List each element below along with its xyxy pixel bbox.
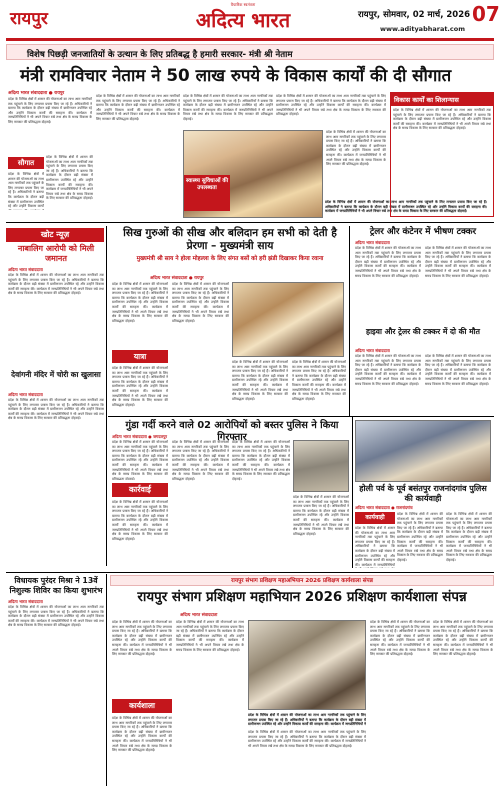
lead-body-col2: प्रदेश के विभिन्न क्षेत्रों में शासन की योजनाओं का लाभ आम नागरिकों तक पहुंचाने के लिए लगातार प्रयास किए जा रहे हैं। अधिकारियों ने बताया कि कार्यक्रम के दौरान बड़ी संख्या में ग्रामीणजन उपस्थित रहे और उन्होंने विकास कार्यों की सराहना की। कार्यक्रम में जनप्रतिनिधियों ने भी अपने विचार रखे तथा क्षेत्र के समग्र विकास के लिए सरकार की प्रतिबद्धता दोहराई। [96, 94, 180, 121]
side-news-body: प्रदेश के विभिन्न क्षेत्रों में शासन की योजनाओं का लाभ आम नागरिकों तक पहुंचाने के लिए लगातार प्रयास किए जा रहे हैं। अधिकारियों ने बताया कि कार्यक्रम के दौरान बड़ी संख्या में ग्रामीणजन उपस्थित रहे और उन्होंने विकास कार्यों की सराहना की। कार्यक्रम में जनप्रतिनिधियों ने भी अपने विचार रखे तथा क्षेत्र के समग्र विकास के लिए सरकार की प्रतिबद्धता दोहराई। [393, 108, 491, 131]
story7-headline: रायपुर संभाग प्रशिक्षण महाभियान 2026 प्रशिक्षण कार्यशाला संपन्न [137, 590, 467, 605]
lead-kicker: विशेष पिछड़ी जनजातियों के उत्थान के लिए प्रतिबद्ध है हमारी सरकार- मंत्री श्री नेताम [27, 50, 293, 60]
lead-byline: अदित्य भारत संवाददाता ● रायपुर [8, 91, 65, 96]
story2-body-1: प्रदेश के विभिन्न क्षेत्रों में शासन की योजनाओं का लाभ आम नागरिकों तक पहुंचाने के लिए लगातार प्रयास किए जा रहे हैं। अधिकारियों ने बताया कि कार्यक्रम के दौरान बड़ी संख्या में ग्रामीणजन उपस्थित रहे और उन्होंने विकास कार्यों की सराहना की। कार्यक्रम में जनप्रतिनिधियों ने भी अपने विचार रखे तथा क्षेत्र के समग्र विकास के लिए सरकार की प्रतिबद्धता दोहराई। [112, 282, 168, 323]
story7-body-2: प्रदेश के विभिन्न क्षेत्रों में शासन की योजनाओं का लाभ आम नागरिकों तक पहुंचाने के लिए लगातार प्रयास किए जा रहे हैं। अधिकारियों ने बताया कि कार्यक्रम के दौरान बड़ी संख्या में ग्रामीणजन उपस्थित रहे और उन्होंने विकास कार्यों की सराहना की। कार्यक्रम में जनप्रतिनिधियों ने भी अपने विचार रखे तथा क्षेत्र के समग्र विकास के लिए सरकार की प्रतिबद्धता दोहराई। [176, 620, 244, 652]
story5-headline: गुंडा गर्दी करने वाले 02 आरोपियों को बस्तर पुलिस ने किया गिरफ्तार [125, 420, 339, 443]
left-body-1: प्रदेश के विभिन्न क्षेत्रों में शासन की योजनाओं का लाभ आम नागरिकों तक पहुंचाने के लिए लगातार प्रयास किए जा रहे हैं। अधिकारियों ने बताया कि कार्यक्रम के दौरान बड़ी संख्या में ग्रामीणजन उपस्थित रहे और उन्होंने विकास कार्यों की सराहना की। कार्यक्रम में जनप्रतिनिधियों ने भी अपने विचार रखे तथा क्षेत्र के समग्र विकास के लिए सरकार की प्रतिबद्धता दोहराई। [8, 273, 104, 296]
story4-body-2: प्रदेश के विभिन्न क्षेत्रों में शासन की योजनाओं का लाभ आम नागरिकों तक पहुंचाने के लिए लगातार प्रयास किए जा रहे हैं। अधिकारियों ने बताया कि कार्यक्रम के दौरान बड़ी संख्या में ग्रामीणजन उपस्थित रहे और उन्होंने विकास कार्यों की सराहना की। कार्यक्रम में जनप्रतिनिधियों ने भी अपने विचार रखे तथा क्षेत्र के समग्र विकास के लिए सरकार की प्रतिबद्धता दोहराई। [446, 512, 492, 562]
city-label: रायपुर [10, 9, 48, 29]
left-byline-2: अदित्य भारत संवाददाता [8, 392, 43, 397]
lead-body-col1c: प्रदेश के विभिन्न क्षेत्रों में शासन की योजनाओं का लाभ आम नागरिकों तक पहुंचाने के लिए लगातार प्रयास किए जा रहे हैं। अधिकारियों ने बताया कि कार्यक्रम के दौरान बड़ी संख्या में ग्रामीणजन उपस्थित रहे और उन्होंने विकास कार्यों [8, 172, 44, 209]
story3-body-1: प्रदेश के विभिन्न क्षेत्रों में शासन की योजनाओं का लाभ आम नागरिकों तक पहुंचाने के लिए लगातार प्रयास किए जा रहे हैं। अधिकारियों ने बताया कि कार्यक्रम के दौरान बड़ी संख्या में ग्रामीणजन उपस्थित रहे और उन्होंने विकास कार्यों की सराहना की। कार्यक्रम में जनप्रतिनिधियों ने भी अपने विचार रखे तथा क्षेत्र के समग्र विकास के लिए सरकार की प्रतिबद्धता दोहराई। [355, 246, 421, 278]
story2-byline: अदित्य भारत संवाददाता ● रायपुर [150, 276, 204, 281]
website[interactable]: www.adityabharat.com [380, 25, 465, 33]
story6-headline: विधायक पुरंदर मिश्रा ने 13वें निशुल्क शिविर का किया शुभारंभ [9, 576, 103, 595]
story2-body-3: प्रदेश के विभिन्न क्षेत्रों में शासन की योजनाओं का लाभ आम नागरिकों तक पहुंचाने के लिए लगातार प्रयास किए जा रहे हैं। अधिकारियों ने बताया कि कार्यक्रम के दौरान बड़ी संख्या में ग्रामीणजन उपस्थित रहे और उन्होंने विकास कार्यों की सराहना की। कार्यक्रम में जनप्रतिनिधियों ने भी अपने विचार रखे तथा क्षेत्र के समग्र विकास के लिए सरकार की प्रतिबद्धता दोहराई। [232, 360, 288, 401]
story3-body-4: प्रदेश के विभिन्न क्षेत्रों में शासन की योजनाओं का लाभ आम नागरिकों तक पहुंचाने के लिए लगातार प्रयास किए जा रहे हैं। अधिकारियों ने बताया कि कार्यक्रम के दौरान बड़ी संख्या में ग्रामीणजन उपस्थित रहे और उन्होंने विकास कार्यों की सराहना की। कार्यक्रम में जनप्रतिनिधियों ने भी अपने विचार रखे तथा क्षेत्र के समग्र विकास के लिए सरकार की प्रतिबद्धता दोहराई। [425, 354, 491, 386]
lead-label-saugat: सौगात [8, 157, 44, 169]
story7-strip [110, 575, 494, 586]
date-line: रायपुर, सोमवार, 02 मार्च, 2026 [358, 10, 471, 20]
story4-body-0: प्रदेश के विभिन्न क्षेत्रों में शासन की योजनाओं का लाभ आम नागरिकों तक पहुंचाने के लिए लगातार प्रयास किए जा रहे हैं। अधिकारियों ने बताया कि कार्यक्रम के दौरान बड़ी संख्या में ग्रामीणजन उपस्थित रहे और उन्होंने विकास कार्यों की सराहना की। कार्यक्रम में जनप्रतिनिधियों [355, 526, 395, 567]
page-number: 07 [472, 2, 500, 26]
lead-headline: मंत्री रामविचार नेताम ने 50 लाख रुपये के विकास कार्यों की दी सौगात [20, 65, 452, 85]
story2-body-1b: प्रदेश के विभिन्न क्षेत्रों में शासन की योजनाओं का लाभ आम नागरिकों तक पहुंचाने के लिए लगातार प्रयास किए जा रहे हैं। अधिकारियों ने बताया कि कार्यक्रम के दौरान बड़ी संख्या में ग्रामीणजन उपस्थित रहे और उन्होंने विकास कार्यों की सराहना की। कार्यक्रम में जनप्रतिनिधियों ने भी अपने विचार रखे तथा क्षेत्र के समग्र विकास के लिए सरकार की प्रतिबद्धता दोहराई। [112, 366, 168, 407]
lead-body-col5: प्रदेश के विभिन्न क्षेत्रों में शासन की योजनाओं का लाभ आम नागरिकों तक पहुंचाने के लिए लगातार प्रयास किए जा रहे हैं। अधिकारियों ने बताया कि कार्यक्रम के दौरान बड़ी संख्या में ग्रामीणजन उपस्थित रहे और उन्होंने विकास कार्यों की सराहना की। कार्यक्रम में जनप्रतिनिधियों ने भी अपने विचार रखे तथा क्षेत्र के समग्र विकास के लिए सरकार की प्रतिबद्धता दोहराई। [326, 130, 386, 167]
left-body-2: प्रदेश के विभिन्न क्षेत्रों में शासन की योजनाओं का लाभ आम नागरिकों तक पहुंचाने के लिए लगातार प्रयास किए जा रहे हैं। अधिकारियों ने बताया कि कार्यक्रम के दौरान बड़ी संख्या में ग्रामीणजन उपस्थित रहे और उन्होंने विकास कार्यों की सराहना की। कार्यक्रम में जनप्रतिनिधियों ने भी अपने विचार रखे तथा क्षेत्र के समग्र विकास के लिए सरकार की प्रतिबद्धता दोहराई। [8, 398, 104, 421]
story4-label: कार्यवाही [355, 512, 395, 524]
section-rule-2 [108, 416, 494, 417]
story7-body-4: प्रदेश के विभिन्न क्षेत्रों में शासन की योजनाओं का लाभ आम नागरिकों तक पहुंचाने के लिए लगातार प्रयास किए जा रहे हैं। अधिकारियों ने बताया कि कार्यक्रम के दौरान बड़ी संख्या में ग्रामीणजन उपस्थित रहे और उन्होंने विकास कार्यों की सराहना की। कार्यक्रम में जनप्रतिनिधियों ने भी अपने विचार रखे तथा क्षेत्र के समग्र विकास के लिए सरकार की प्रतिबद्धता दोहराई। [370, 620, 430, 657]
lead-kicker-banner [6, 44, 494, 60]
left-headline-2: देवांगनी मंदिर में चोरी का खुलासा [11, 370, 101, 379]
story2-subhead: मुख्यमंत्री श्री साय ने होला मोहल्ला के लिए संगत बसों को हरी झंडी दिखाकर किया रवाना [136, 256, 324, 262]
story2-body-4: प्रदेश के विभिन्न क्षेत्रों में शासन की योजनाओं का लाभ आम नागरिकों तक पहुंचाने के लिए लगातार प्रयास किए जा रहे हैं। अधिकारियों ने बताया कि कार्यक्रम के दौरान बड़ी संख्या में ग्रामीणजन उपस्थित रहे और उन्होंने विकास कार्यों की सराहना की। कार्यक्रम में जनप्रतिनिधियों ने भी अपने विचार रखे तथा क्षेत्र के समग्र विकास के लिए सरकार की प्रतिबद्धता दोहराई। [292, 360, 346, 401]
logo-title: अदित्य भारत [195, 8, 291, 32]
lead-body-col4: प्रदेश के विभिन्न क्षेत्रों में शासन की योजनाओं का लाभ आम नागरिकों तक पहुंचाने के लिए लगातार प्रयास किए जा रहे हैं। अधिकारियों ने बताया कि कार्यक्रम के दौरान बड़ी संख्या में ग्रामीणजन उपस्थित रहे और उन्होंने विकास कार्यों की सराहना की। कार्यक्रम में जनप्रतिनिधियों ने भी अपने विचार रखे तथा क्षेत्र के समग्र विकास के लिए सरकार की प्रतिबद्धता दोहराई। [276, 94, 386, 117]
story4-byline: अदित्य भारत संवाददाता ● राजनांदगांव [355, 505, 413, 510]
col-rule-right [352, 416, 353, 568]
lead-body-col1b: प्रदेश के विभिन्न क्षेत्रों में शासन की योजनाओं का लाभ आम नागरिकों तक पहुंचाने के लिए लगातार प्रयास किए जा रहे हैं। अधिकारियों ने बताया कि कार्यक्रम के दौरान बड़ी संख्या में ग्रामीणजन उपस्थित रहे और उन्होंने विकास कार्यों की सराहना की। कार्यक्रम में जनप्रतिनिधियों ने भी अपने विचार रखे तथा क्षेत्र के समग्र विकास के लिए सरकार की प्रतिबद्धता दोहराई। [46, 155, 93, 201]
story5-body-3: प्रदेश के विभिन्न क्षेत्रों में शासन की योजनाओं का लाभ आम नागरिकों तक पहुंचाने के लिए लगातार प्रयास किए जा रहे हैं। अधिकारियों ने बताया कि कार्यक्रम के दौरान बड़ी संख्या में ग्रामीणजन उपस्थित रहे और उन्होंने विकास कार्यों की सराहना की। कार्यक्रम में जनप्रतिनिधियों ने भी अपने विचार रखे तथा क्षेत्र के समग्र विकास के लिए सरकार की प्रतिबद्धता दोहराई। [232, 440, 290, 481]
story7-strip-text: रायपुर संभाग प्रशिक्षण महाअभियान 2026 प्रशिक्षण कार्यशाला संपन्न [231, 578, 373, 584]
story5-label: कार्रवाई [112, 483, 168, 497]
lead-body-col3: प्रदेश के विभिन्न क्षेत्रों में शासन की योजनाओं का लाभ आम नागरिकों तक पहुंचाने के लिए लगातार प्रयास किए जा रहे हैं। अधिकारियों ने बताया कि कार्यक्रम के दौरान बड़ी संख्या में ग्रामीणजन उपस्थित रहे और उन्होंने विकास कार्यों की सराहना की। कार्यक्रम में जनप्रतिनिधियों ने भी अपने विचार रखे तथा क्षेत्र के समग्र विकास के लिए सरकार की प्रतिबद्धता दोहराई। [183, 94, 273, 121]
story3-byline: अदित्य भारत संवाददाता [355, 240, 390, 245]
col-rule-left [106, 226, 107, 566]
logo [178, 2, 308, 36]
story5-body-1: प्रदेश के विभिन्न क्षेत्रों में शासन की योजनाओं का लाभ आम नागरिकों तक पहुंचाने के लिए लगातार प्रयास किए जा रहे हैं। अधिकारियों ने बताया कि कार्यक्रम के दौरान बड़ी संख्या में ग्रामीणजन उपस्थित रहे और उन्होंने विकास कार्यों की सराहना की। कार्यक्रम में जनप्रतिनिधियों ने भी अपने विचार रखे तथा क्षेत्र के समग्र विकास के लिए सरकार की प्रतिबद्धता दोहराई। [112, 440, 168, 480]
side-news-title: विकास कार्यों का शिलान्यास [391, 93, 493, 106]
story2-headline: सिख गुरुओं की सीख और बलिदान हम सभी को देती है प्रेरणा – मुख्यमंत्री साय [123, 227, 337, 252]
story7-body-3: प्रदेश के विभिन्न क्षेत्रों में शासन की योजनाओं का लाभ आम नागरिकों तक पहुंचाने के लिए लगातार प्रयास किए जा रहे हैं। अधिकारियों ने बताया कि कार्यक्रम के दौरान बड़ी संख्या में ग्रामीणजन उपस्थित रहे और उन्होंने विकास कार्यों की सराहना की। कार्यक्रम में जनप्रतिनिधियों ने भी अपने विचार रखे तथा क्षेत्र के समग्र विकास के लिए सरकार की प्रतिबद्धता दोहराई। [248, 730, 366, 748]
masthead-rule [6, 38, 494, 41]
story6-byline: अदित्य भारत संवाददाता [8, 599, 43, 604]
story3-body-2: प्रदेश के विभिन्न क्षेत्रों में शासन की योजनाओं का लाभ आम नागरिकों तक पहुंचाने के लिए लगातार प्रयास किए जा रहे हैं। अधिकारियों ने बताया कि कार्यक्रम के दौरान बड़ी संख्या में ग्रामीणजन उपस्थित रहे और उन्होंने विकास कार्यों की सराहना की। कार्यक्रम में जनप्रतिनिधियों ने भी अपने विचार रखे तथा क्षेत्र के समग्र विकास के लिए सरकार की प्रतिबद्धता दोहराई। [425, 246, 491, 278]
story2-body-2: प्रदेश के विभिन्न क्षेत्रों में शासन की योजनाओं का लाभ आम नागरिकों तक पहुंचाने के लिए लगातार प्रयास किए जा रहे हैं। अधिकारियों ने बताया कि कार्यक्रम के दौरान बड़ी संख्या में ग्रामीणजन उपस्थित रहे और उन्होंने विकास कार्यों की सराहना की। कार्यक्रम में जनप्रतिनिधियों ने भी अपने विचार रखे तथा क्षेत्र के समग्र विकास के लिए सरकार की प्रतिबद्धता दोहराई। [172, 282, 229, 323]
story5-photo [293, 440, 349, 492]
story5-body-2: प्रदेश के विभिन्न क्षेत्रों में शासन की योजनाओं का लाभ आम नागरिकों तक पहुंचाने के लिए लगातार प्रयास किए जा रहे हैं। अधिकारियों ने बताया कि कार्यक्रम के दौरान बड़ी संख्या में ग्रामीणजन उपस्थित रहे और उन्होंने विकास कार्यों की सराहना की। कार्यक्रम में जनप्रतिनिधियों ने भी अपने विचार रखे तथा क्षेत्र के समग्र विकास के लिए सरकार की प्रतिबद्धता दोहराई। [172, 440, 229, 481]
story6-body: प्रदेश के विभिन्न क्षेत्रों में शासन की योजनाओं का लाभ आम नागरिकों तक पहुंचाने के लिए लगातार प्रयास किए जा रहे हैं। अधिकारियों ने बताया कि कार्यक्रम के दौरान बड़ी संख्या में ग्रामीणजन उपस्थित रहे और उन्होंने विकास कार्यों की सराहना की। कार्यक्रम में जनप्रतिनिधियों ने भी अपने विचार रखे तथा क्षेत्र के समग्र विकास के लिए सरकार की प्रतिबद्धता दोहराई। [8, 605, 104, 628]
story7-body-1b: प्रदेश के विभिन्न क्षेत्रों में शासन की योजनाओं का लाभ आम नागरिकों तक पहुंचाने के लिए लगातार प्रयास किए जा रहे हैं। अधिकारियों ने बताया कि कार्यक्रम के दौरान बड़ी संख्या में ग्रामीणजन उपस्थित रहे और उन्होंने विकास कार्यों की सराहना की। कार्यक्रम में जनप्रतिनिधियों ने भी अपने विचार रखे तथा क्षेत्र के समग्र विकास के लिए सरकार की प्रतिबद्धता दोहराई। [112, 716, 172, 753]
story5-body-1b: प्रदेश के विभिन्न क्षेत्रों में शासन की योजनाओं का लाभ आम नागरिकों तक पहुंचाने के लिए लगातार प्रयास किए जा रहे हैं। अधिकारियों ने बताया कि कार्यक्रम के दौरान बड़ी संख्या में ग्रामीणजन उपस्थित रहे और उन्होंने विकास कार्यों की सराहना की। कार्यक्रम में जनप्रतिनिधियों ने भी अपने विचार रखे तथा क्षेत्र के समग्र विकास के लिए सरकार की प्रतिबद्धता दोहराई। [112, 500, 168, 541]
lead-label-health: स्वास्थ्य सुविधाओं की उपलब्धता [184, 175, 230, 211]
story7-caption: प्रदेश के विभिन्न क्षेत्रों में शासन की योजनाओं का लाभ आम नागरिकों तक पहुंचाने के लिए लगातार प्रयास किए जा रहे हैं। अधिकारियों ने बताया कि कार्यक्रम के दौरान बड़ी संख्या में ग्रामीणजन उपस्थित रहे और उन्होंने विकास कार्यों की सराहना की। कार्यक्रम में जनप्रतिनिधियों ने [248, 713, 366, 727]
story4-headline-visible: होली पर्व के पूर्व बसंतपुर राजनांदगांव पुलिस की कार्यवाही [359, 484, 487, 503]
left-byline-1: अदित्य भारत संवाददाता [8, 267, 43, 272]
left-section-label: खोट न्यूज़ [6, 228, 104, 242]
side-news-box [390, 92, 494, 217]
story3-headline: ट्रेलर और कंटेनर में भीषण टक्कर [369, 227, 477, 237]
left-headline-1: नाबालिग आरोपी को मिली जमानत [17, 244, 95, 263]
story7-label: कार्यशाला [112, 699, 172, 713]
col-rule-mid [349, 226, 350, 416]
lead-caption: प्रदेश के विभिन्न क्षेत्रों में शासन की योजनाओं का लाभ आम नागरिकों तक पहुंचाने के लिए लगातार प्रयास किए जा रहे हैं। अधिकारियों ने बताया कि कार्यक्रम के दौरान बड़ी संख्या में ग्रामीणजन उपस्थित रहे और उन्होंने विकास कार्यों की सराहना की। कार्यक्रम में जनप्रतिनिधियों ने भी अपने विचार रखे तथा क्षेत्र के समग्र विकास के लिए सरकार की प्रतिबद्धता दोहराई। [325, 200, 487, 214]
story2-label: यात्रा [112, 350, 168, 363]
section-rule-1 [6, 222, 494, 223]
lead-body-col1: प्रदेश के विभिन्न क्षेत्रों में शासन की योजनाओं का लाभ आम नागरिकों तक पहुंचाने के लिए लगातार प्रयास किए जा रहे हैं। अधिकारियों ने बताया कि कार्यक्रम के दौरान बड़ी संख्या में ग्रामीणजन उपस्थित रहे और उन्होंने विकास कार्यों की सराहना की। कार्यक्रम में जनप्रतिनिधियों ने भी अपने विचार रखे तथा क्षेत्र के समग्र विकास के लिए सरकार की प्रतिबद्धता दोहराई। [8, 97, 92, 124]
story7-body-5: प्रदेश के विभिन्न क्षेत्रों में शासन की योजनाओं का लाभ आम नागरिकों तक पहुंचाने के लिए लगातार प्रयास किए जा रहे हैं। अधिकारियों ने बताया कि कार्यक्रम के दौरान बड़ी संख्या में ग्रामीणजन उपस्थित रहे और उन्होंने विकास कार्यों की सराहना की। कार्यक्रम में जनप्रतिनिधियों ने भी अपने विचार रखे तथा क्षेत्र के समग्र विकास के लिए सरकार की प्रतिबद्धता दोहराई। [433, 620, 493, 657]
story3-body-3: प्रदेश के विभिन्न क्षेत्रों में शासन की योजनाओं का लाभ आम नागरिकों तक पहुंचाने के लिए लगातार प्रयास किए जा रहे हैं। अधिकारियों ने बताया कि कार्यक्रम के दौरान बड़ी संख्या में ग्रामीणजन उपस्थित रहे और उन्होंने विकास कार्यों की सराहना की। कार्यक्रम में जनप्रतिनिधियों ने भी अपने विचार रखे तथा क्षेत्र के समग्र विकास के लिए सरकार की प्रतिबद्धता दोहराई। [355, 354, 421, 386]
story3-byline-2: अदित्य भारत संवाददाता [355, 348, 390, 353]
story5-body-4: प्रदेश के विभिन्न क्षेत्रों में शासन की योजनाओं का लाभ आम नागरिकों तक पहुंचाने के लिए लगातार प्रयास किए जा रहे हैं। अधिकारियों ने बताया कि कार्यक्रम के दौरान बड़ी संख्या में ग्रामीणजन उपस्थित रहे और उन्होंने विकास कार्यों की सराहना की। कार्यक्रम में जनप्रतिनिधियों ने भी अपने विचार रखे तथा क्षेत्र के समग्र विकास के लिए सरकार की प्रतिबद्धता दोहराई। [293, 495, 349, 536]
logo-tagline: वैचारिक स्वतंत्रता [230, 2, 256, 7]
story4-photo [355, 420, 491, 482]
story4-body-1: प्रदेश के विभिन्न क्षेत्रों में शासन की योजनाओं का लाभ आम नागरिकों तक पहुंचाने के लिए लगातार प्रयास किए जा रहे हैं। अधिकारियों ने बताया कि कार्यक्रम के दौरान बड़ी संख्या में ग्रामीणजन उपस्थित रहे और उन्होंने विकास कार्यों की सराहना की। कार्यक्रम में जनप्रतिनिधियों ने भी अपने विचार रखे तथा क्षेत्र के समग्र विकास के लिए सरकार की प्रतिबद्धता दोहराई। [397, 512, 443, 562]
col-rule-bottom [106, 574, 107, 786]
section-rule-3 [6, 572, 494, 573]
story7-byline: अदित्य भारत संवाददाता [180, 613, 218, 618]
story3-headline-2: हाइवा और ट्रेलर की टक्कर में दो की मौत [366, 327, 480, 336]
story7-body-1: प्रदेश के विभिन्न क्षेत्रों में शासन की योजनाओं का लाभ आम नागरिकों तक पहुंचाने के लिए लगातार प्रयास किए जा रहे हैं। अधिकारियों ने बताया कि कार्यक्रम के दौरान बड़ी संख्या में ग्रामीणजन उपस्थित रहे और उन्होंने विकास कार्यों की सराहना की। कार्यक्रम में जनप्रतिनिधियों ने भी अपने विचार रखे तथा क्षेत्र के समग्र विकास के लिए सरकार की प्रतिबद्धता दोहराई। [112, 620, 172, 657]
story5-byline: अदित्य भारत संवाददाता ● जगदलपुर [112, 434, 168, 439]
story7-photo [248, 620, 366, 710]
story2-photo [232, 282, 344, 357]
